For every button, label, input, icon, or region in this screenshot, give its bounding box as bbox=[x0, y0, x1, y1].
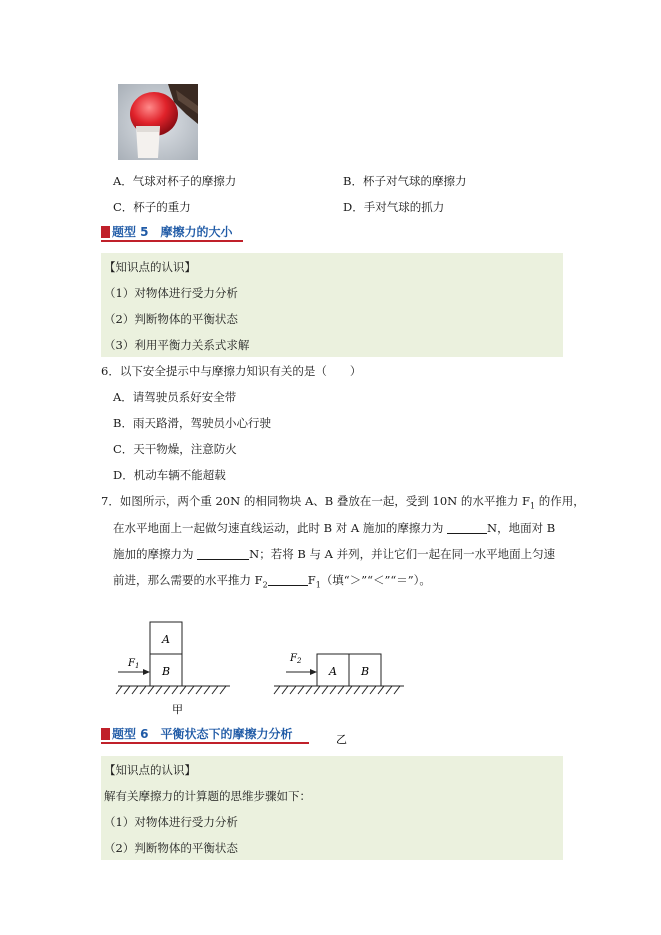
q7-subscript: 2 bbox=[262, 580, 268, 590]
figure-left bbox=[116, 622, 230, 716]
q6-option-c: C．天干物燥，注意防火 bbox=[113, 442, 237, 456]
knowledge-header: 【知识点的认识】 bbox=[104, 763, 196, 777]
knowledge-box-5 bbox=[101, 253, 563, 357]
knowledge-box-6 bbox=[101, 756, 563, 860]
q7-text: （填“＞”“＜”“＝”）。 bbox=[320, 573, 431, 587]
option-b: B．杯子对气球的摩擦力 bbox=[343, 174, 467, 188]
balloon-cup-photo bbox=[118, 84, 198, 160]
heading-marker-icon bbox=[101, 728, 110, 740]
q7-text: 的作用， bbox=[535, 494, 585, 508]
q7-line-3 bbox=[113, 546, 555, 562]
knowledge-item: （1）对物体进行受力分析 bbox=[104, 286, 238, 300]
q7-text: N，地面对 B bbox=[487, 521, 556, 535]
q7-subscript: 1 bbox=[530, 501, 536, 511]
force-label-1: $F_1$ bbox=[128, 658, 140, 670]
block-b-label: B bbox=[162, 665, 171, 678]
answer-blank-3[interactable] bbox=[268, 573, 308, 586]
section-5-title: 题型 5 摩擦力的大小 bbox=[112, 225, 233, 239]
caption-left: 甲 bbox=[172, 703, 183, 716]
q6-option-d: D．机动车辆不能超载 bbox=[113, 468, 226, 482]
section-5-heading bbox=[101, 223, 233, 239]
block-a-label-side: A bbox=[329, 665, 337, 678]
q7-subscript: 1 bbox=[315, 580, 321, 590]
knowledge-item: （2）判断物体的平衡状态 bbox=[104, 312, 238, 326]
option-a: A．气球对杯子的摩擦力 bbox=[113, 174, 237, 188]
q7-text: 在水平地面上一起做匀速直线运动，此时 B 对 A 施加的摩擦力为 bbox=[113, 521, 448, 535]
q7-line-2 bbox=[113, 520, 555, 536]
ground-hatching-1 bbox=[116, 686, 226, 694]
q6-option-b: B．雨天路滑，驾驶员小心行驶 bbox=[113, 416, 271, 430]
knowledge-item: （2）判断物体的平衡状态 bbox=[104, 841, 238, 855]
q7-text: 前进，那么需要的水平推力 F bbox=[113, 573, 263, 587]
section-6-heading bbox=[101, 725, 293, 741]
q7-text: 7．如图所示，两个重 20N 的相同物块 A、B 叠放在一起，受到 10N 的水平推力 F bbox=[101, 494, 531, 508]
option-d: D．手对气球的抓力 bbox=[343, 200, 445, 214]
q7-text: 施加的摩擦力为 bbox=[113, 547, 198, 561]
q7-text: F bbox=[307, 573, 316, 587]
knowledge-item: （1）对物体进行受力分析 bbox=[104, 815, 238, 829]
caption-right: 乙 bbox=[336, 733, 347, 746]
q6-option-a: A．请驾驶员系好安全带 bbox=[113, 390, 237, 404]
figure-right bbox=[274, 653, 404, 746]
force-label-2: $F_2$ bbox=[290, 653, 302, 665]
answer-blank-2[interactable] bbox=[197, 547, 249, 560]
arrow-head-icon bbox=[310, 669, 317, 675]
q6-stem: 6．以下安全提示中与摩擦力知识有关的是（ ） bbox=[101, 364, 362, 378]
q7-line-4 bbox=[113, 572, 431, 589]
knowledge-item: （3）利用平衡力关系式求解 bbox=[104, 338, 250, 352]
answer-blank-1[interactable] bbox=[447, 521, 487, 534]
arrow-head-icon bbox=[143, 669, 150, 675]
q7-text: N；若将 B 与 A 并列，并让它们一起在同一水平地面上匀速 bbox=[249, 547, 556, 561]
block-b-label-side: B bbox=[361, 665, 370, 678]
heading-underline bbox=[101, 742, 309, 744]
heading-underline bbox=[101, 240, 243, 242]
heading-marker-icon bbox=[101, 226, 110, 238]
knowledge-intro: 解有关摩擦力的计算题的思维步骤如下： bbox=[104, 789, 311, 803]
option-c: C．杯子的重力 bbox=[113, 200, 191, 214]
block-a-label: A bbox=[162, 633, 170, 646]
knowledge-header: 【知识点的认识】 bbox=[104, 260, 196, 274]
ground-hatching-2 bbox=[274, 686, 400, 694]
q7-line-1 bbox=[101, 493, 585, 510]
section-6-title: 题型 6 平衡状态下的摩擦力分析 bbox=[112, 727, 293, 741]
